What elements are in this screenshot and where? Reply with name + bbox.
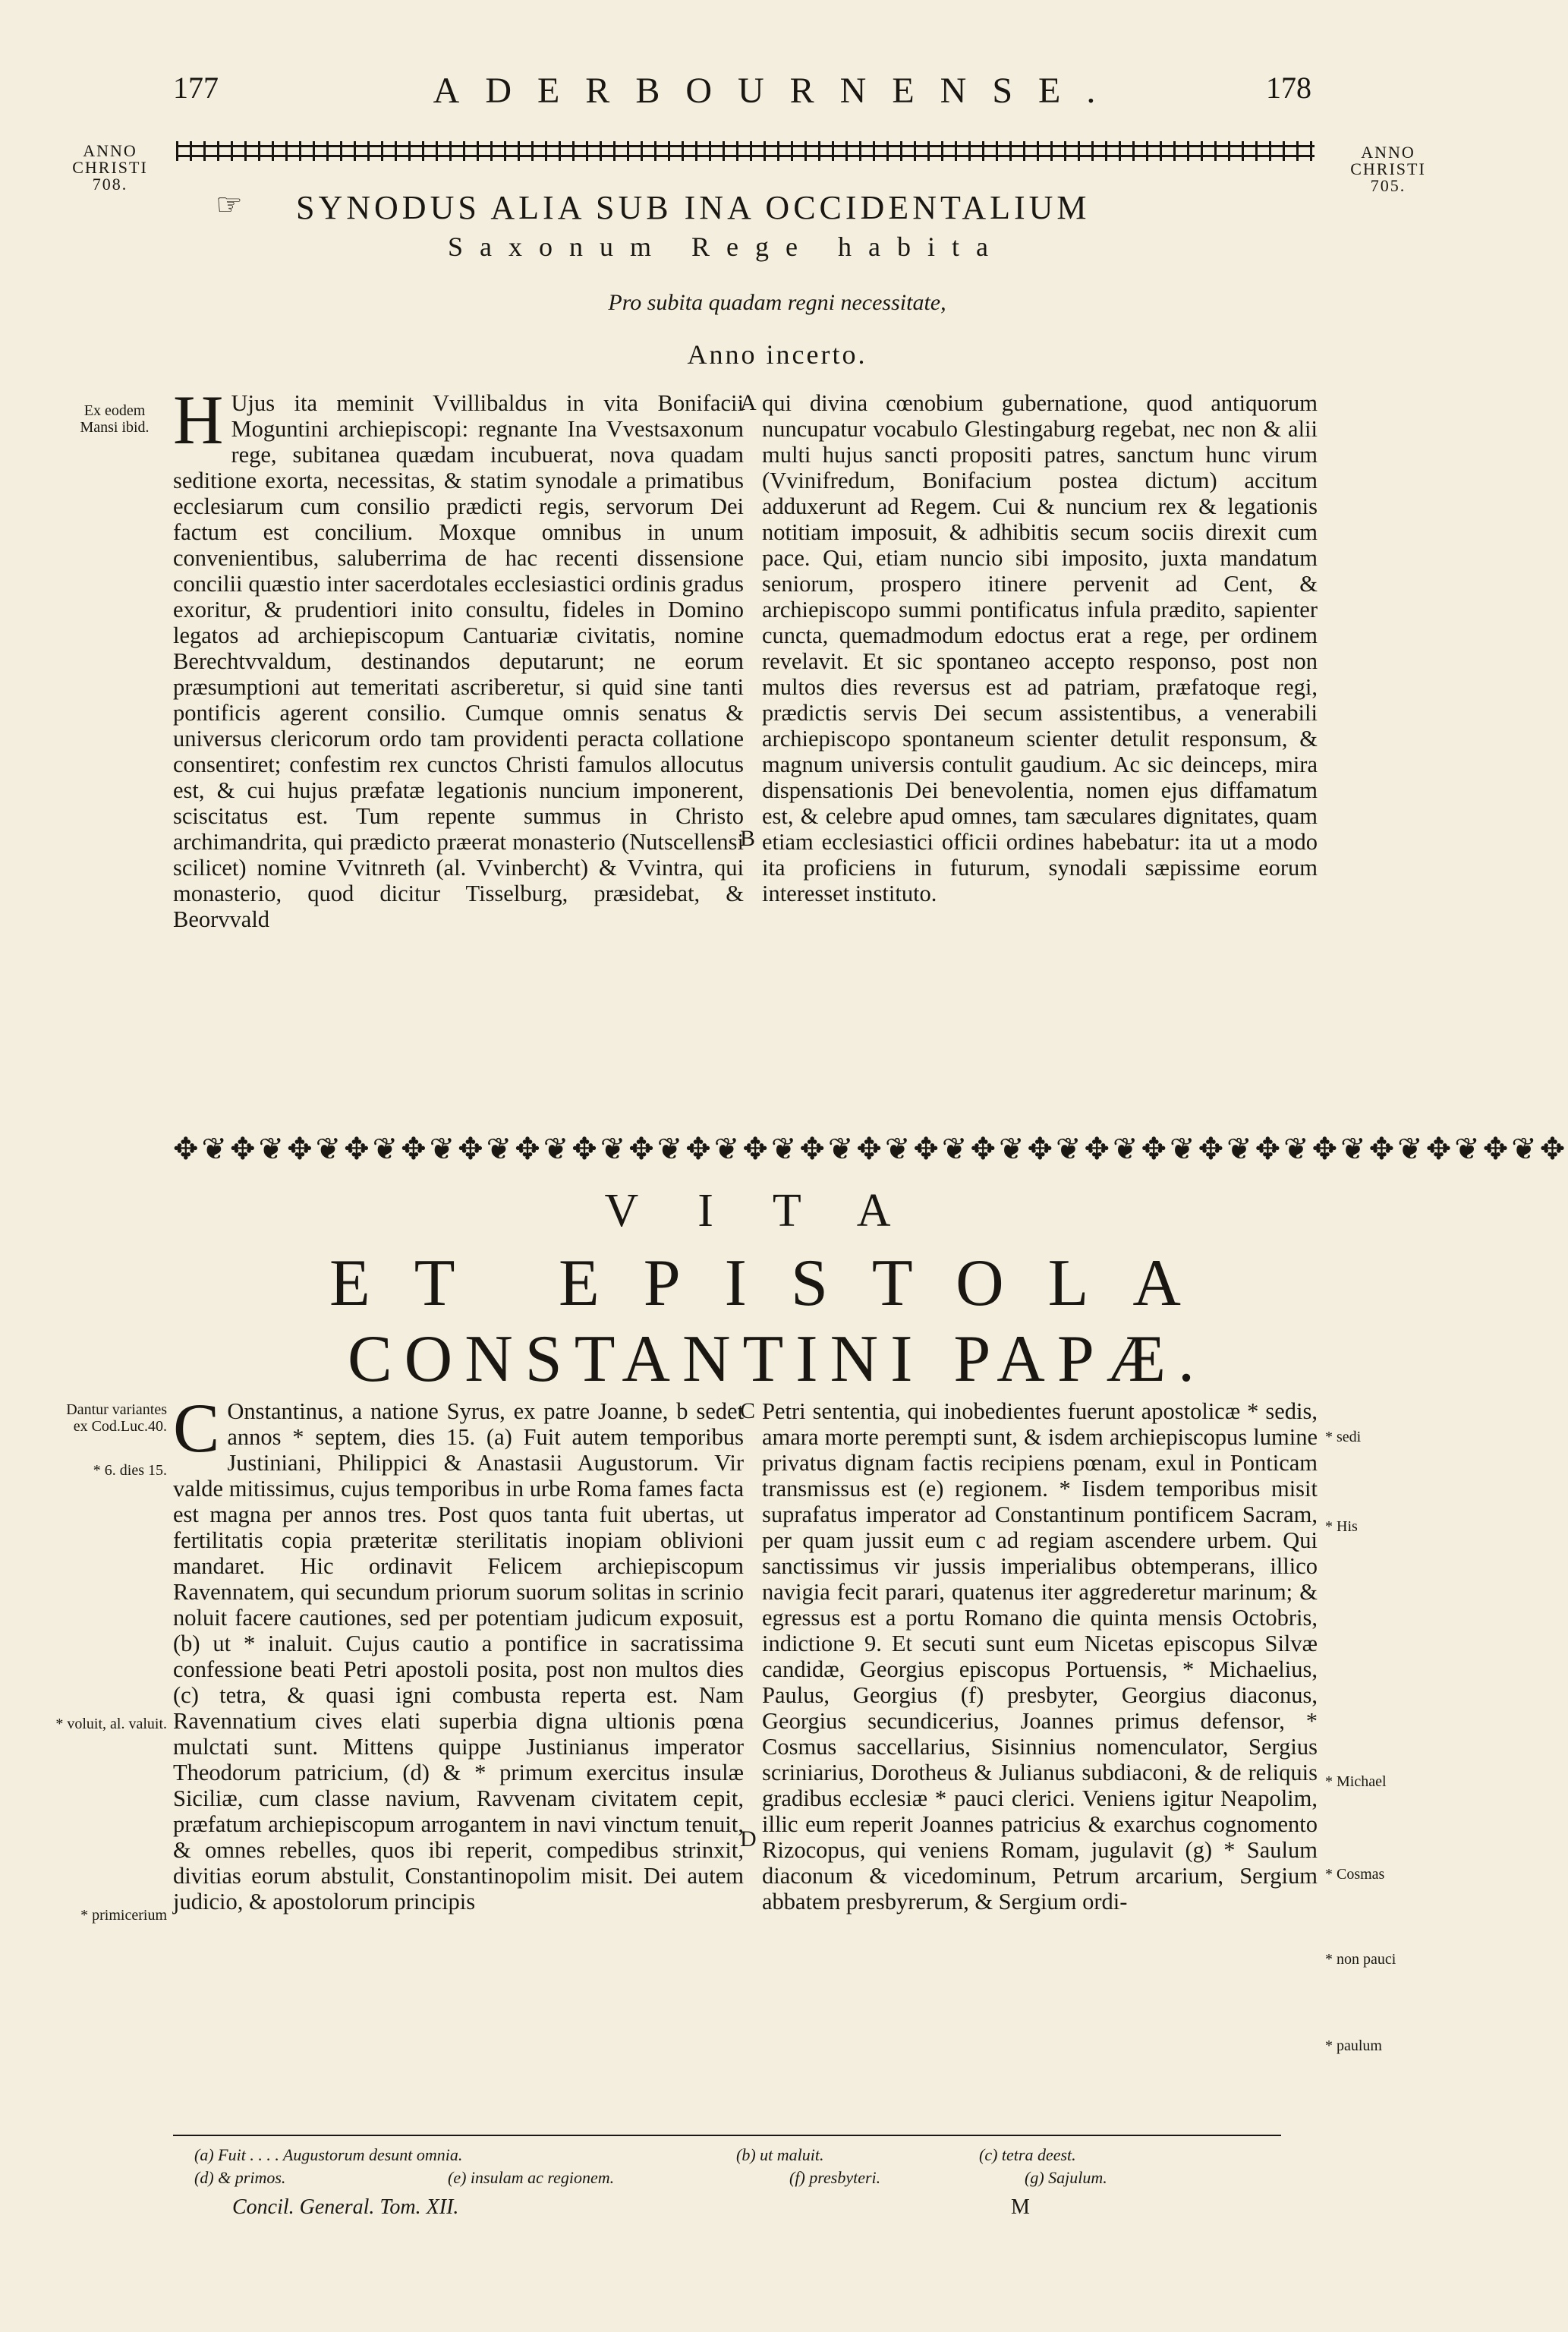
signature-line: Concil. General. Tom. XII. <box>232 2195 459 2219</box>
vita-text-left: Onstantinus, a natione Syrus, ex patre Joanne, b sedet annos * septem, dies 15. (a) Fuit autem temporibus Justiniani, Philippici & Anastasii Augustorum. Vir valde mitissimus, cujus temporibus in urbe Roma fames facta est magna per annos tres. Post quos tanta fuit ubertas, ut fertilitatis copia præteritæ sterilitatis inopiam oblivioni mandaret. Hic ordinavit Felicem archiepiscopum Ravennatem, qui secundum priorum suorum solitas in scrinio noluit facere cautiones, sed per potentiam judicum exposuit, (b) ut * inaluit. Cujus cautio a pontifice in sacratissima confessione beati Petri apostoli posita, post non multos dies (c) tetra, & quasi igni combusta reperta est. Nam Ravennatium cives elati superbia digna ultionis pœna mulctati sunt. Mittens quippe Justinianus imperator Theodorum patricium, (d) & * primum exercitus insulæ Siciliæ, cum classe navium, Ravvenam civitatem cepit, præfatum archiepiscopum arrogantem in navi vinctum tenuit, & omnes rebelles, quos ibi reperit, compedibus strinxit, divitias eorum abstulit, Constantinopolim misit. Dei autem judicio, & apostolorum principis <box>173 1398 744 1914</box>
drop-cap: C <box>173 1389 220 1467</box>
anno-christi-left <box>53 143 167 193</box>
constantini-title: CONSTANTINI PAPÆ. <box>347 1322 1207 1396</box>
synod-subtitle: Saxonum Rege habita <box>448 232 1005 262</box>
margin-note-dies: * 6. dies 15. <box>93 1462 167 1479</box>
christi-label: CHRISTI <box>1350 159 1426 178</box>
anno-label: ANNO <box>1361 143 1415 162</box>
footnote-f: (f) presbyteri. <box>789 2168 881 2187</box>
vita-title: VITA <box>604 1185 950 1237</box>
synod-column-right <box>762 390 1318 906</box>
year-label: 708. <box>92 175 128 194</box>
footnote-a: (a) Fuit . . . . Augustorum desunt omnia. <box>194 2145 463 2164</box>
synod-column-left <box>173 381 744 932</box>
margin-note-his: * His <box>1325 1518 1358 1535</box>
synod-occasion: Pro subita quadam regni necessitate, <box>608 290 946 315</box>
synod-title: SYNODUS ALIA SUB INA OCCIDENTALIUM <box>296 189 1091 226</box>
margin-note-sedi: * sedi <box>1325 1429 1362 1445</box>
vita-column-right <box>762 1398 1318 1914</box>
margin-note-source: Ex eodem Mansi ibid. <box>80 402 150 436</box>
footnote-b: (b) ut maluit. <box>736 2145 824 2164</box>
ornamental-rule <box>176 141 1315 161</box>
pointing-hand-icon: ☞ <box>216 188 243 222</box>
christi-label: CHRISTI <box>72 158 148 177</box>
margin-note-primicerium: * primicerium <box>80 1907 167 1924</box>
anno-christi-right <box>1331 144 1445 194</box>
footnote-d: (d) & primos. <box>194 2168 286 2187</box>
margin-note-voluit: * voluit, al. valuit. <box>55 1716 167 1732</box>
section-marker-b: B <box>740 826 756 851</box>
synod-text-right: qui divina cœnobium gubernatione, quod antiquorum nuncupatur vocabulo Glestingaburg regebat, nec non & alii multi hujus sancti propositi patres, sanctum hunc virum (Vvinifredum, Bonifacium postea dictum) accitum adduxerunt ad Regem. Cui & nuncium rex & legationis notitiam imposuit, & adhibitis secum sociis direxit cum pace. Qui, etiam nuncio sibi imposito, juxta mandatum seniorum, prospero itinere pervenit ad Cent, & archiepiscopo summi pontificatus infula prædito, sapienter cuncta, quemadmodum edoctus erat a rege, per ordinem revelavit. Et sic spontaneo accepto responso, post non multos dies reversus est ad patriam, præfatoque regi, prædictis servis Dei secum assistentibus, a venerabili archiepiscopo spontaneum scienter detulit responsum, & magnum universis contulit gaudium. Ac sic deinceps, mira dispensationis Dei benevolentia, nomen ejus diffamatum est, & celebre apud omnes, tam sæculares dignitates, quam etiam ecclesiastici officii ordines habebatur: ita ut a modo ita proficiens in futurum, synodali sæpissime eorum interesset instituto. <box>762 390 1318 906</box>
synod-text-left: Ujus ita meminit Vvillibaldus in vita Bonifacii Moguntini archiepiscopi: regnante Ina Vvestsaxonum rege, subitanea quædam incubuerat, nova quadam seditione exorta, necessitas, & statim synodale a primatibus ecclesiarum cum consilio prædicti regis, servorum Dei factum est concilium. Moxque omnibus in unum convenientibus, saluberrima de hac recenti dissensione concilii quæstio inter sacerdotales ecclesiastici ordinis gradus exoritur, & prudentiori inito consultu, fideles in Domino legatos ad archiepiscopum Cantuariæ civitatis, nomine Berechtvvaldum, destinandos deputarunt; ne eorum præsumptioni aut temeritati ascriberetur, si quid sine tanti pontificis agerent consilio. Cumque omnis senatus & universus clericorum ordo tam providenti peracta collatione consentiret; confestim rex cunctos Christi famulos allocutus est, & cui hujus præfatæ legationis nuncium imponerent, sciscitatus est. Tum repente summus in Christo archimandrita, qui prædicto præerat monasterio (Nutscellensi scilicet) nomine Vvitnreth (al. Vvinbercht) & Vvintra, qui monasterio, quod dicitur Tisselburg, præsidebat, & Beorvvald <box>173 390 744 932</box>
section-marker-a: A <box>740 390 757 415</box>
vita-column-left <box>173 1389 744 1914</box>
fleuron-band: ✥❦✥❦✥❦✥❦✥❦✥❦✥❦✥❦✥❦✥❦✥❦✥❦✥❦✥❦✥❦✥❦✥❦✥❦✥❦✥❦✥❦✥❦✥❦✥❦✥ <box>173 1132 1568 1166</box>
footnote-rule <box>173 2135 1281 2136</box>
margin-note-cosmas: * Cosmas <box>1325 1866 1385 1883</box>
anno-label: ANNO <box>83 141 137 160</box>
footnote-g: (g) Sajulum. <box>1025 2168 1107 2187</box>
signature-mark: M <box>1011 2195 1030 2219</box>
margin-note-paulum: * paulum <box>1325 2037 1382 2054</box>
page-number-right: 178 <box>1266 71 1311 105</box>
vita-text-right: Petri sententia, qui inobedientes fuerunt apostolicæ * sedis, amara morte perempti sunt, & isdem archiepiscopus lumine privatus dignam factis recipiens pœnam, exul in Ponticam transmissus est (e) regionem. * Iisdem temporibus misit suprafatus imperator ad Constantinum pontificem Sacram, per quam jussit eum c ad regiam ascendere urbem. Qui sanctissimus vir jussis imperialibus obtemperans, illico navigia fecit parari, quatenus iter aggrederetur marinum; & egressus est a portu Romano die quinta mensis Octobris, indictione 9. Et secuti sunt eum Nicetas episcopus Silvæ candidæ, Georgius episcopus Portuensis, * Michaelius, Paulus, Georgius (f) presbyter, Georgius diaconus, Georgius secundicerius, Joannes primus defensor, * Cosmus saccellarius, Sisinnius nomenculator, Sergius scriniarius, Dorotheus & Julianus subdiaconi, & de reliquis gradibus ecclesiæ * pauci clerici. Veniens igitur Neapolim, illic eum reperit Joannes patricius & exarchus cognomento Rizocopus, qui veniens Romam, jugulavit (g) * Saulum diaconum & vicedominum, Petrum arcarium, Sergium abbatem presbyrerum, & Sergium ordi- <box>762 1398 1318 1914</box>
footnote-c: (c) tetra deest. <box>979 2145 1076 2164</box>
margin-note-variants: Dantur variantes ex Cod.Luc.40. <box>66 1401 167 1435</box>
footnote-e: (e) insulam ac regionem. <box>448 2168 615 2187</box>
synod-date: Anno incerto. <box>687 339 867 370</box>
running-title: ADERBOURNENSE. <box>433 71 1122 111</box>
section-marker-c: C <box>740 1398 756 1423</box>
epistola-title: ET EPISTOLA <box>329 1246 1225 1320</box>
drop-cap: H <box>173 381 224 459</box>
margin-note-michael: * Michael <box>1325 1773 1387 1790</box>
year-label: 705. <box>1370 176 1406 195</box>
margin-note-non-pauci: * non pauci <box>1325 1951 1396 1968</box>
page-number-left: 177 <box>173 71 219 105</box>
section-marker-d: D <box>740 1826 757 1851</box>
